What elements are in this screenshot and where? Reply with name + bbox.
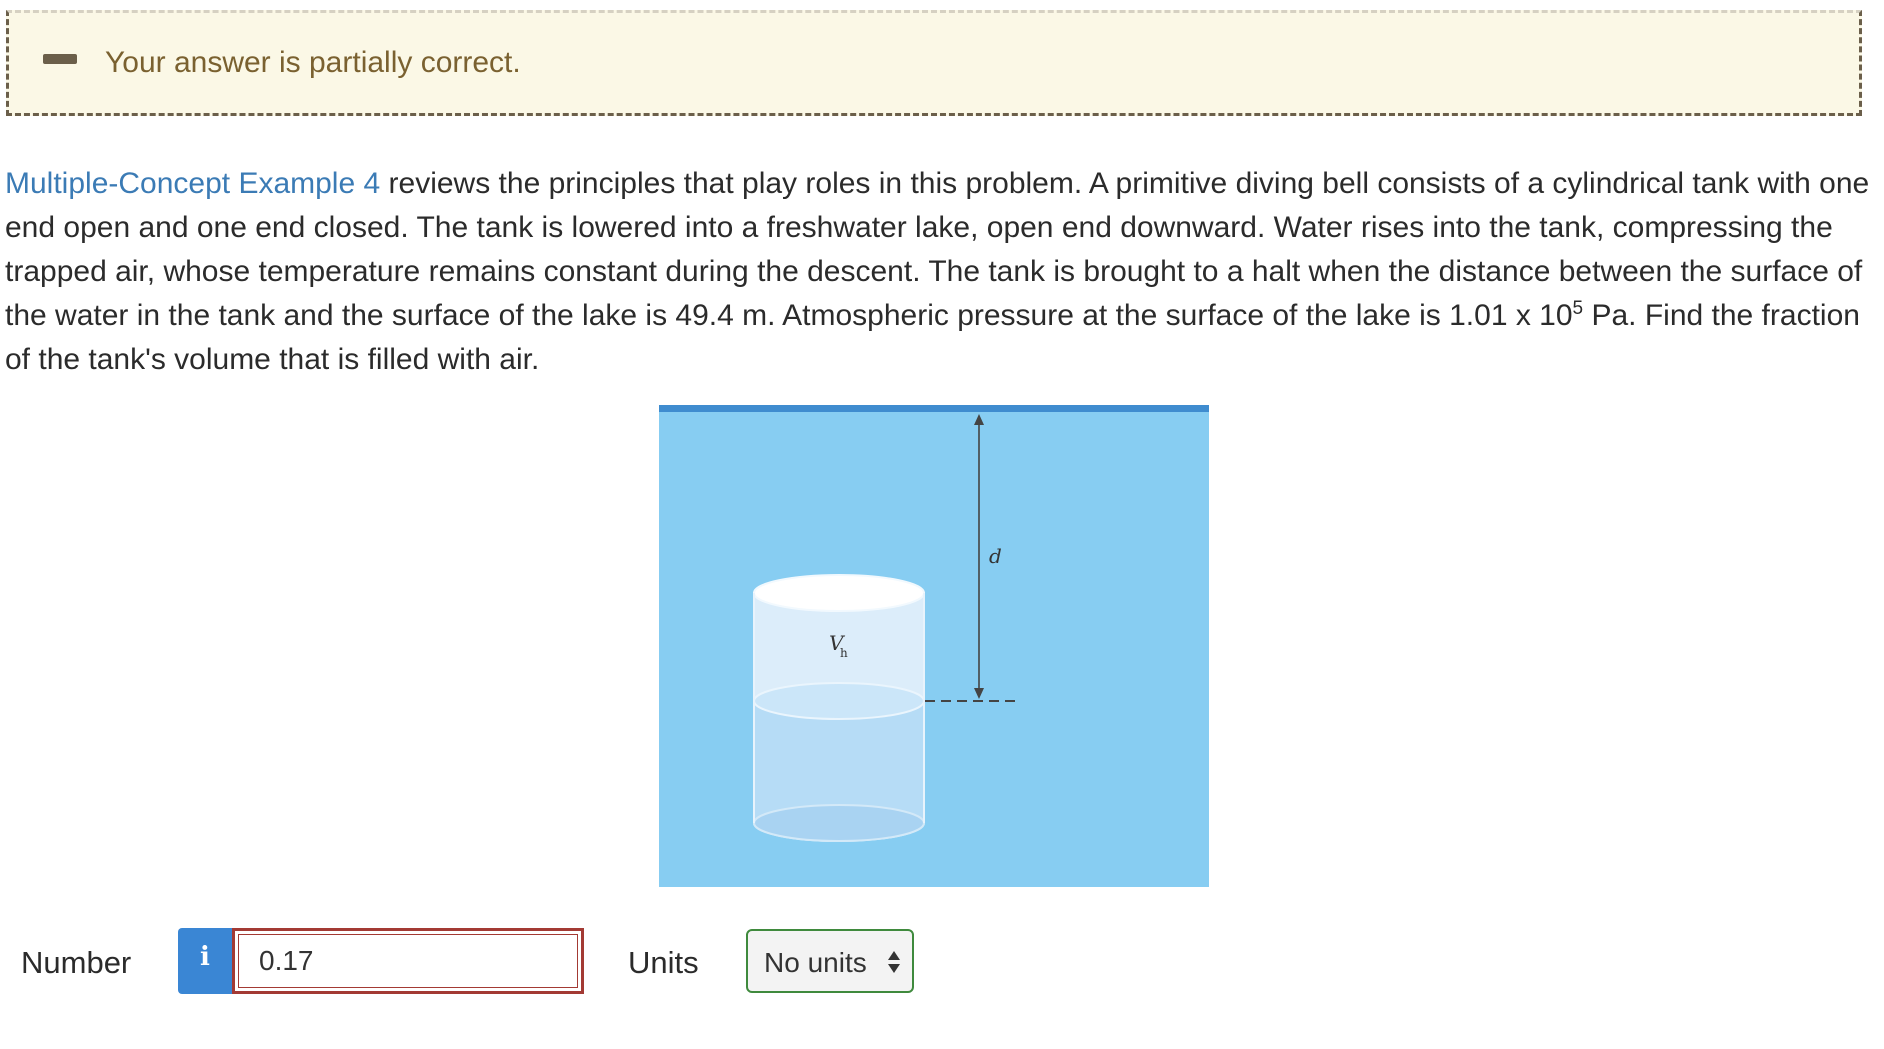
answer-row [0, 928, 1884, 998]
units-selected-value: No units [764, 947, 867, 978]
select-arrows-icon [888, 949, 900, 975]
units-label: Units [628, 945, 699, 980]
tank [754, 575, 924, 841]
problem-statement [5, 162, 1877, 382]
volume-label: V [829, 631, 844, 655]
multiple-concept-example-link[interactable]: Multiple-Concept Example 4 [5, 167, 381, 200]
diving-bell-figure [659, 405, 1209, 887]
feedback-message: Your answer is partially correct. [105, 46, 521, 79]
depth-label: d [989, 544, 1002, 568]
exponent: 5 [1572, 298, 1584, 319]
info-icon[interactable]: i [178, 928, 232, 994]
number-input[interactable] [232, 928, 584, 994]
volume-subscript: h [840, 646, 848, 660]
number-label: Number [21, 945, 132, 980]
feedback-banner [6, 10, 1862, 116]
minus-icon [43, 54, 77, 64]
lake-water [659, 405, 1209, 887]
problem-text-end: Pa. Find the fraction of the tank's volume that is filled with air. [5, 299, 1860, 376]
lake-surface [659, 405, 1209, 412]
units-select[interactable] [746, 929, 914, 993]
problem-text: reviews the principles that play roles in this problem. A primitive diving bell consists of a cylindrical tank with one end open and one end closed. The tank is lowered into a freshwater lake, open end downward. Water rises into the tank, compressing the trapped air, whose temperature remains constant during the descent. The tank is brought to a halt when the distance between the surface of the water in the tank and the surface of the lake is 49.4 m. Atmospheric pressure at the surface of the lake is 1.01 x 10 [5, 167, 1870, 332]
